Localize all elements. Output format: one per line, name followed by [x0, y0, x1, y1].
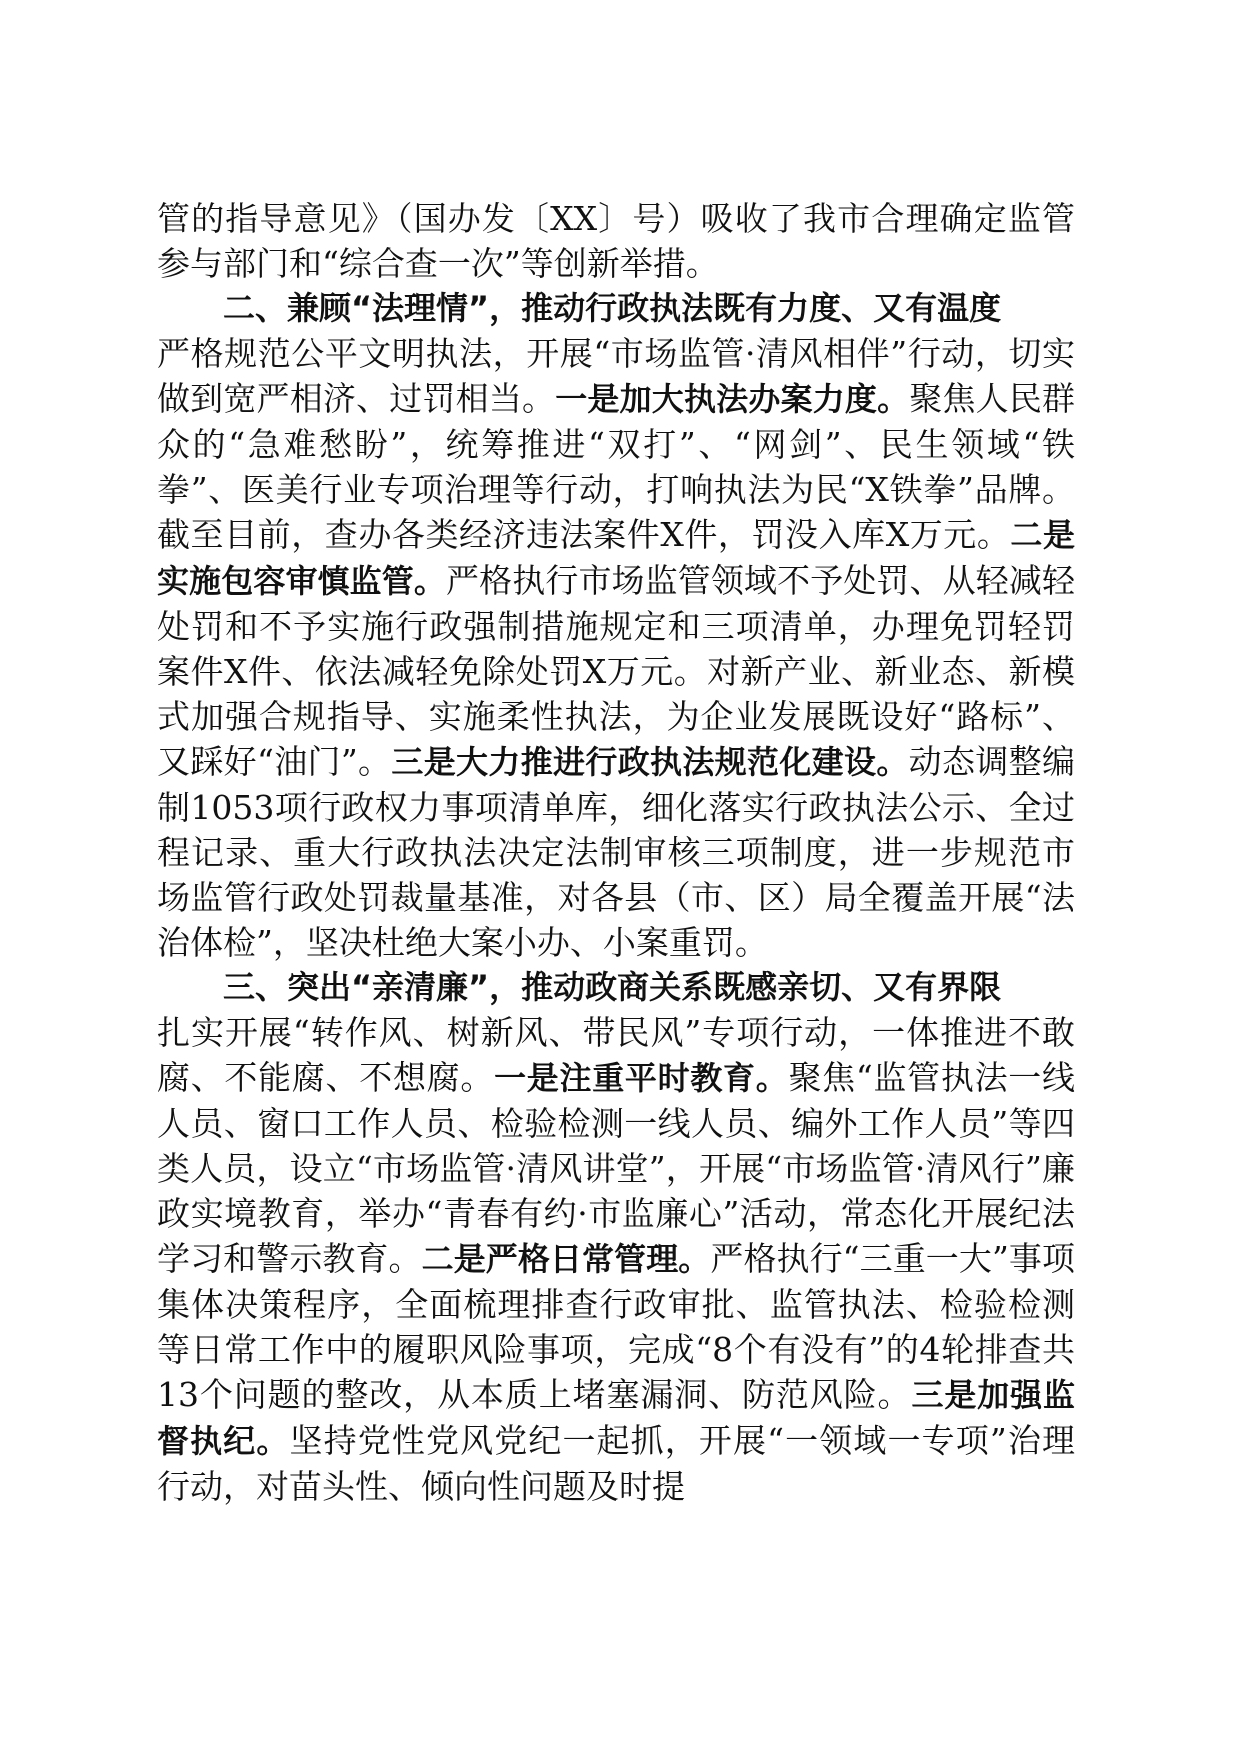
text-run: 严格执行“三重一大”事项集体决策程序，全面梳理排查行政审批、监管执法、检验检测等日常工作中的履职风险事项，完成“8个有没有”的4轮排查共13个问题的整改，从本质上堵塞漏洞、防范风险。 — [157, 1239, 1075, 1414]
document-body — [157, 196, 1075, 1509]
heading-text: 三、突出“亲清廉”，推动政商关系既感亲切、又有界限 — [223, 968, 1002, 1006]
bold-subheading: 一是注重平时教育。 — [494, 1059, 789, 1097]
bold-subheading: 三是大力推进行政执法规范化建设。 — [391, 743, 909, 781]
paragraph-continuation — [157, 196, 1075, 286]
bold-subheading: 一是加大执法办案力度。 — [555, 380, 910, 418]
heading-text: 二、兼顾“法理情”，推动行政执法既有力度、又有温度 — [223, 289, 1002, 327]
text-run: 聚焦“监管执法一线人员、窗口工作人员、检验检测一线人员、编外工作人员”等四类人员，设立“市场监管·清风讲堂”，开展“市场监管·清风行”廉政实境教育，举办“青春有约·市监廉心”活动，常态化开展纪法学习和警示教育。 — [157, 1058, 1075, 1278]
section-heading-2 — [157, 286, 1075, 331]
text-run: 严格执行市场监管领域不予处罚、从轻减轻处罚和不予实施行政强制措施规定和三项清单，办理免罚轻罚案件X件、依法减轻免除处罚X万元。对新产业、新业态、新模式加强合规指导、实施柔性执法，为企业发展既设好“路标”、又踩好“油门”。 — [157, 561, 1075, 781]
text-run: 管的指导意见》（国办发〔XX〕号）吸收了我市合理确定监管参与部门和“综合查一次”等创新举措。 — [157, 199, 1075, 283]
text-run: 聚焦人民群众的“急难愁盼”，统筹推进“双打”、“网剑”、民生领域“铁拳”、医美行业专项治理等行动，打响执法为民“X铁拳”品牌。截至目前，查办各类经济违法案件X件，罚没入库X万元。 — [157, 379, 1076, 554]
bold-subheading: 二是严格日常管理。 — [421, 1240, 711, 1278]
section-heading-3 — [157, 965, 1075, 1010]
paragraph-section-3 — [157, 1010, 1075, 1509]
paragraph-section-2 — [157, 331, 1075, 965]
text-run: 扎实开展“转作风、树新风、带民风”专项行动，一体推进不敢腐、不能腐、不想腐。 — [157, 1013, 1075, 1097]
bold-subheading: 三是加强监督执纪。 — [157, 1376, 1075, 1460]
text-run: 严格规范公平文明执法，开展“市场监管·清风相伴”行动，切实做到宽严相济、过罚相当。 — [157, 334, 1075, 418]
text-run: 坚持党性党风党纪一起抓，开展“一领域一专项”治理行动，对苗头性、倾向性问题及时提 — [157, 1421, 1075, 1506]
text-run: 动态调整编制1053项行政权力事项清单库，细化落实行政执法公示、全过程记录、重大行政执法决定法制审核三项制度，进一步规范市场监管行政处罚裁量基准，对各县（市、区）局全覆盖开展“法治体检”，坚决杜绝大案小办、小案重罚。 — [157, 742, 1075, 962]
bold-subheading: 二是实施包容审慎监管。 — [157, 516, 1075, 600]
